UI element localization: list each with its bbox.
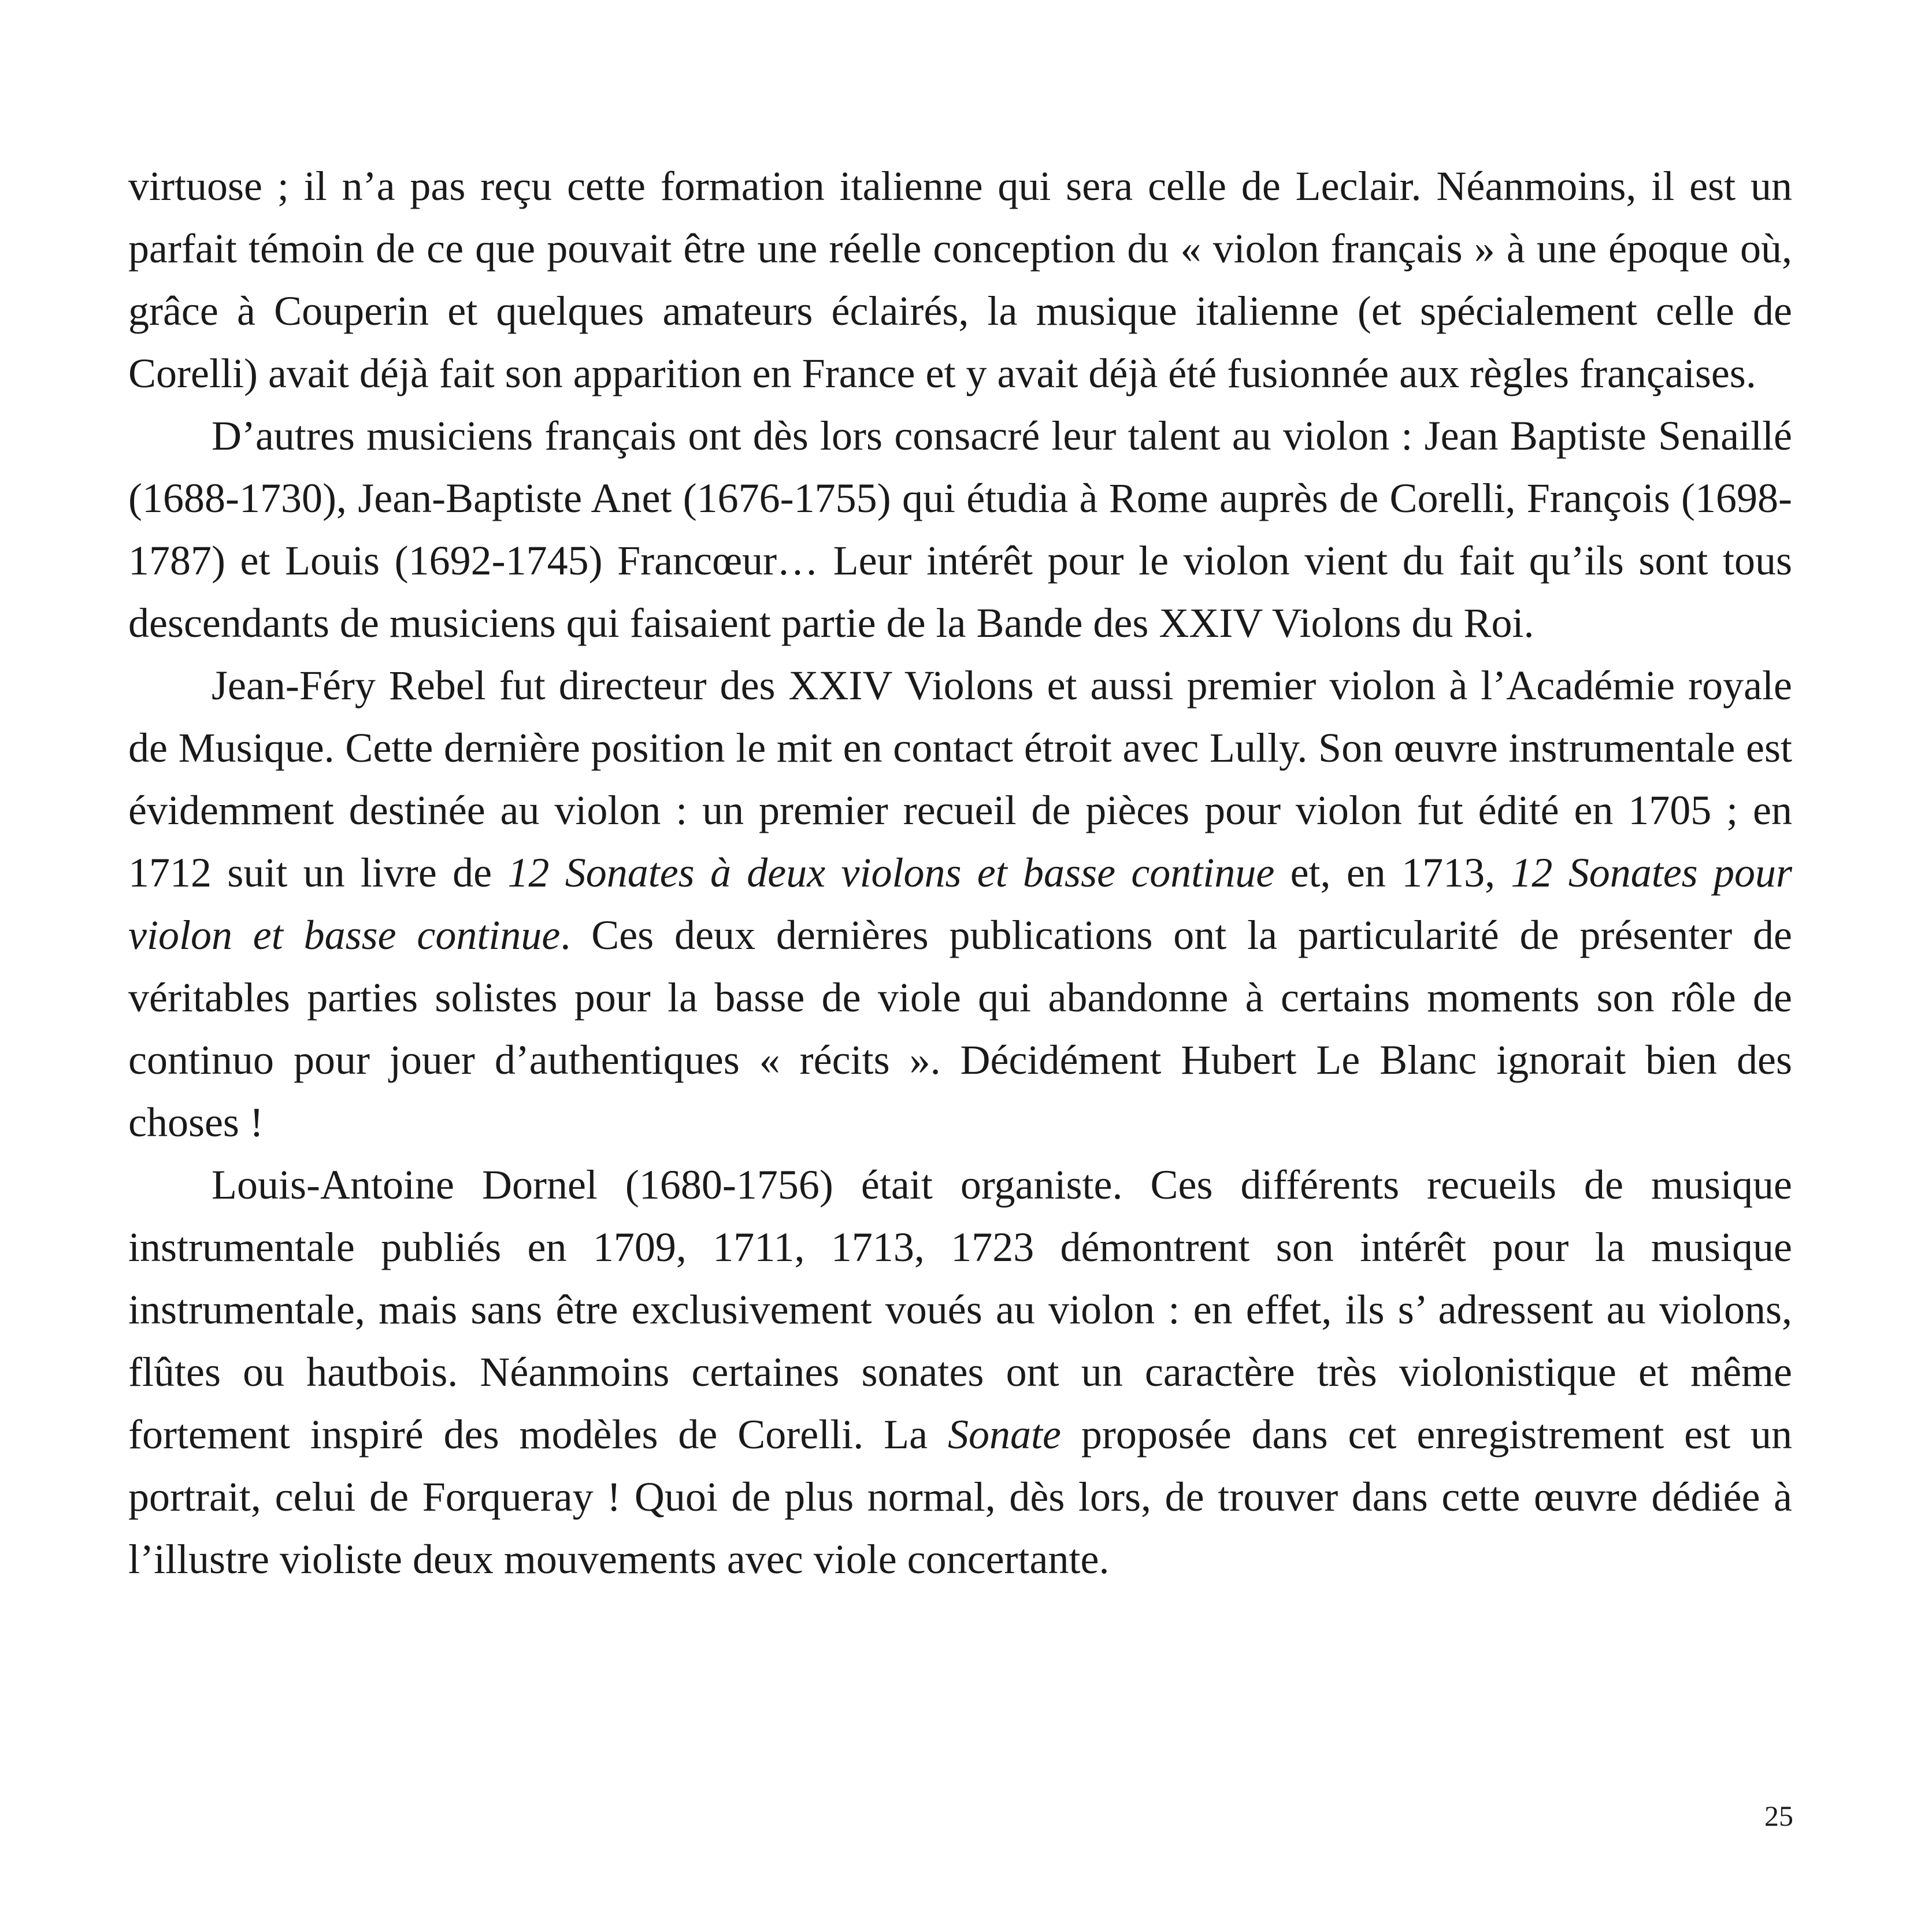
paragraph-3	[128, 654, 1792, 1154]
paragraph-4	[128, 1154, 1792, 1590]
italic-title: 12 Sonates pour violon et basse continue	[128, 850, 1793, 958]
text-run: . Ces deux dernières publications ont la particularité de présenter de véritables parties solistes pour la basse de viole qui abandonne à certains moments son rôle de continuo pour jouer d’authentiques « récits ». Décidément Hubert Le Blanc ignorait bien des choses !	[128, 912, 1793, 1145]
page-number: 25	[1764, 1800, 1793, 1832]
paragraph-2	[128, 405, 1792, 654]
text-run: Louis-Antoine Dornel (1680-1756) était organiste. Ces différents recueils de musique instrumentale publiés en 1709, 1711, 1713, 1723 démontrent son intérêt pour la musique instrumentale, mais sans être exclusivement voués au violon : en effet, ils s’ adressent au violons, flûtes ou hautbois. Néanmoins certaines sonates ont un caractère très violonistique et même fortement inspiré des modèles de Corelli. La	[128, 1162, 1792, 1458]
text-run: D’autres musiciens français ont dès lors consacré leur talent au violon : Jean Baptiste Senaillé (1688-1730), Jean-Baptiste Anet (1676-1755) qui étudia à Rome auprès de Corelli, François (1698-1787) et Louis (1692-1745) Francœur… Leur intérêt pour le violon vient du fait qu’ils sont tous descendants de musiciens qui faisaient partie de la Bande des XXIV Violons du Roi.	[128, 413, 1792, 646]
body-text	[128, 155, 1792, 1590]
italic-title: Sonate	[947, 1411, 1061, 1458]
text-run: et, en 1713,	[1274, 850, 1511, 896]
text-run: virtuose ; il n’a pas reçu cette formation italienne qui sera celle de Leclair. Néanmoins, il est un parfait témoin de ce que pouvait être une réelle conception du « violon français » à une époque où, grâce à Couperin et quelques amateurs éclairés, la musique italienne (et spécialement celle de Corelli) avait déjà fait son apparition en France et y avait déjà été fusionnée aux règles françaises.	[128, 163, 1792, 396]
italic-title: 12 Sonates à deux violons et basse continue	[507, 850, 1275, 896]
paragraph-1	[128, 155, 1792, 405]
text-run: proposée dans cet enregistrement est un portrait, celui de Forqueray ! Quoi de plus normal, dès lors, de trouver dans cette œuvre dédiée à l’illustre violiste deux mouvements avec viole concertante.	[128, 1411, 1792, 1582]
text-run: Jean-Féry Rebel fut directeur des XXIV Violons et aussi premier violon à l’Académie royale de Musique. Cette dernière position le mit en contact étroit avec Lully. Son œuvre instrumentale est évidemment destinée au violon : un premier recueil de pièces pour violon fut édité en 1705 ; en 1712 suit un livre de	[128, 662, 1792, 896]
